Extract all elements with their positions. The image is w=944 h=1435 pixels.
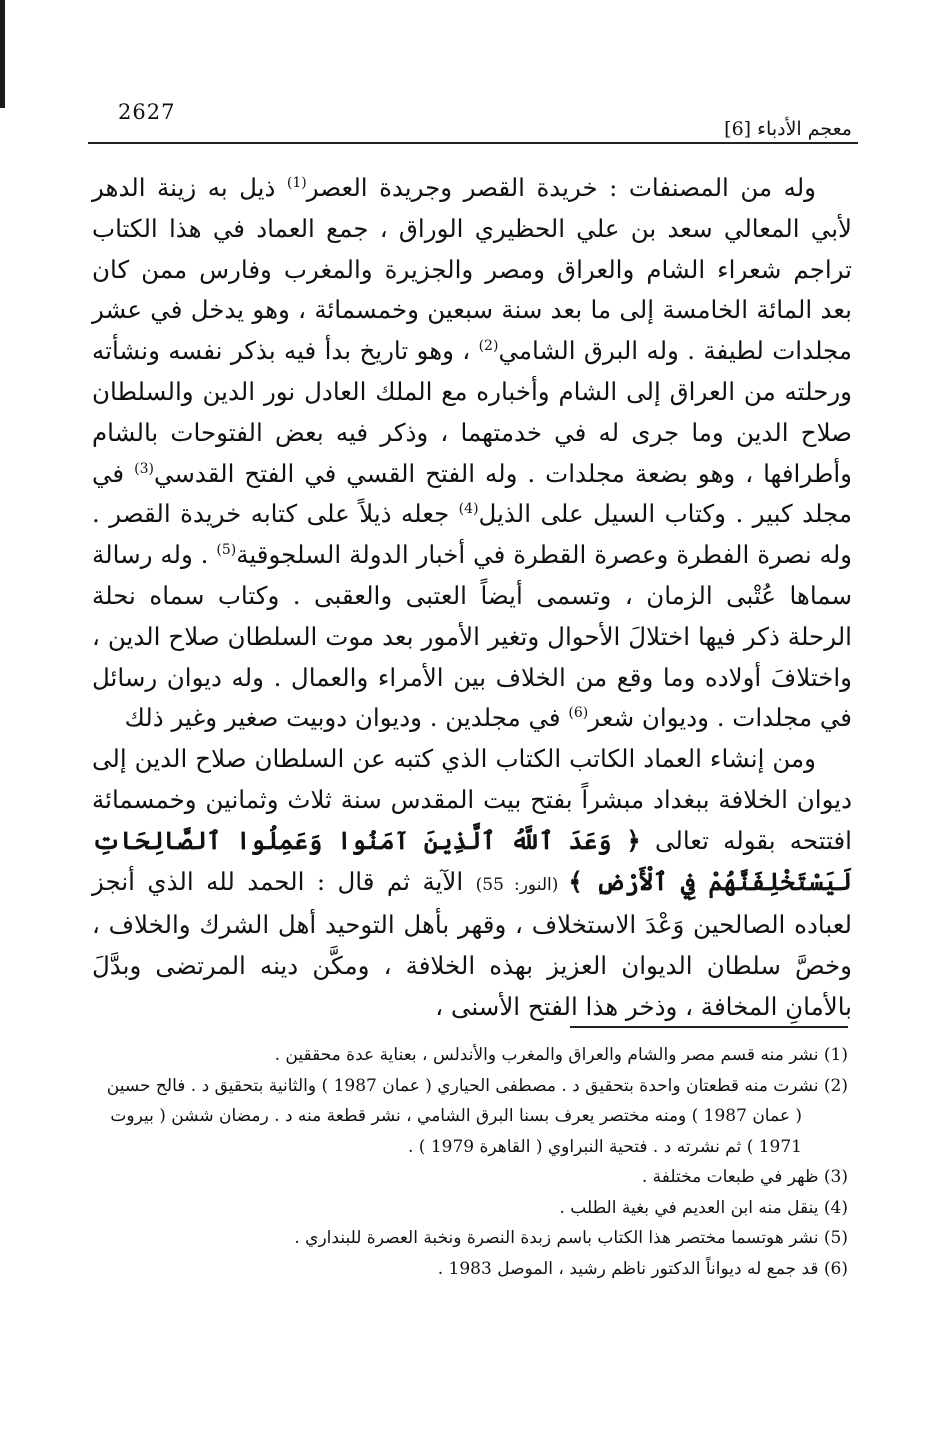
footnote-marker: (5): [216, 542, 237, 559]
footnote: (2) نشرت منه قطعتان واحدة بتحقيق د . مصطفى الحياري ( عمان 1987 ) والثانية بتحقيق د . فالح حسين: [106, 1075, 848, 1096]
footnote-marker: (2): [478, 338, 499, 355]
footnote: (4) ينقل منه ابن العديم في بغية الطلب .: [559, 1197, 848, 1218]
footnote-marker: (1): [286, 174, 307, 191]
scan-edge-mark: [0, 0, 5, 108]
footnote-continuation: ( عمان 1987 ) ومنه مختصر يعرف بسنا البرق الشامي ، نشر قطعة منه د . رمضان ششن ( بيروت: [110, 1106, 802, 1126]
text-run: . وله رسالة سماها عُتْبى الزمان ، وتسمى أيضاً العتبى والعقبى . وكتاب سماه نحلة الرحلة ذكر فيها اختلالَ الأحوال وتغير الأمور بعد موت السلطان صلاح الدين ، واختلافَ أولاده وما وقع من الخلاف بين الأمراء والعمال . وله ديوان رسائل في مجلدات . وديوان شعر: [92, 540, 852, 733]
text-run: ، وهو تاريخ بدأ فيه بذكر نفسه ونشأته ورحلته من العراق إلى الشام وأخباره مع الملك العادل نور الدين والسلطان صلاح الدين وما جرى له في خدمتهما ، وذكر فيه بعض الفتوحات بالشام وأطرافها ، وهو بضعة مجلدات . وله الفتح القسي في الفتح القدسي: [92, 336, 853, 488]
paragraph-works: [92, 168, 852, 739]
quran-verse: ﴿ وَعَدَ ٱللَّهُ ٱلَّذِينَ آمَنُوا وَعَمِلُوا ٱلصَّالِحَاتِ لَيَسْتَخْلِفَنَّهُمْ فِي ٱلْأَرْضِ ﴾: [92, 825, 852, 896]
footnote: (1) نشر منه قسم مصر والشام والعراق والمغرب والأندلس ، بعناية عدة محققين .: [274, 1045, 848, 1065]
page-number: 2627: [118, 100, 176, 124]
verse-reference: (النور: 55): [475, 874, 569, 895]
footnote: (6) قد جمع له ديواناً الدكتور ناظم رشيد ، الموصل 1983 .: [437, 1258, 848, 1279]
footnotes: [92, 1040, 848, 1284]
paragraph-letter: [92, 739, 852, 1028]
footnote-marker: (4): [458, 501, 479, 518]
footnote: (5) نشر هوتسما مختصر هذا الكتاب باسم زبدة النصرة ونخبة العصرة للبنداري .: [294, 1228, 848, 1248]
text-run: في مجلد كبير . وكتاب السيل على الذيل: [92, 458, 852, 529]
text-run: ومن إنشاء العماد الكاتب الكتاب الذي كتبه عن السلطان صلاح الدين إلى ديوان الخلافة ببغداد مبشراً بفتح بيت المقدس سنة ثلاث وثمانين وخمسمائة افتتحه بقوله تعالى: [92, 744, 852, 855]
header-rule: [88, 142, 858, 144]
text-run: الآية ثم قال : الحمد لله الذي أنجز لعباده الصالحين وَعْدَ الاستخلاف ، وقهر بأهل التوحيد أهل الشرك والخلاف ، وخصَّ سلطان الديوان العزيز بهذه الخلافة ، ومكَّن دينه المرتضى وبدَّلَ بالأمانِ المخافة ، وذخر هذا الفتح الأسنى ،: [92, 866, 852, 1021]
footnote-continuation: 1971 ) ثم نشرته د . فتحية النبراوي ( القاهرة 1979 ) .: [407, 1136, 802, 1157]
footnote-marker: (3): [134, 460, 154, 477]
text-run: وله من المصنفات : خريدة القصر وجريدة العصر: [306, 173, 816, 202]
body-text: [92, 168, 852, 1028]
text-run: في مجلدين . وديوان دوبيت صغير وغير ذلك: [124, 703, 569, 733]
footnote-marker: (6): [568, 705, 589, 722]
footnote-rule: [570, 1026, 848, 1028]
text-run: ذيل به زينة الدهر لأبي المعالي سعد بن علي الحظيري الوراق ، جمع العماد في هذا الكتاب تراجم شعراء الشام والعراق ومصر والجزيرة والمغرب وفارس ممن كان بعد المائة الخامسة إلى ما بعد سنة سبعين وخمسمائة ، وهو يدخل في عشر مجلدات لطيفة . وله البرق الشامي: [92, 173, 852, 366]
text-run: جعله ذيلاً على كتابه خريدة القصر . وله نصرة الفطرة وعصرة القطرة في أخبار الدولة السلجوقية: [92, 499, 852, 570]
running-head: معجم الأدباء [6]: [724, 118, 852, 140]
footnote: (3) ظهر في طبعات مختلفة .: [641, 1167, 848, 1187]
